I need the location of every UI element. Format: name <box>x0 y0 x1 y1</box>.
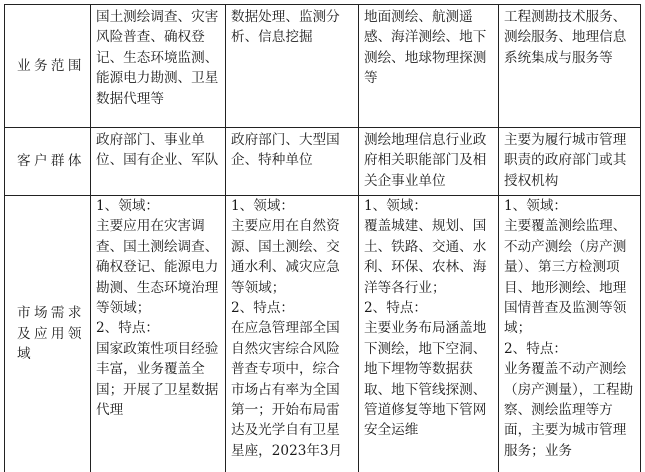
cell-paragraph: 2、特点： <box>504 340 568 357</box>
cell-paragraph: 2、特点： <box>364 300 428 317</box>
table-cell: 数据处理、监测分析、信息挖掘 <box>226 5 359 128</box>
cell-paragraph: 主要应用在自然资源、国土测绘、交通水利、减灾应急等领域； <box>231 218 340 296</box>
table-cell: 政府部门、事业单位、国有企业、军队 <box>91 128 226 196</box>
row-label: 客户群体 <box>5 128 91 196</box>
table-cell <box>499 196 641 472</box>
cell-paragraph: 1、领域： <box>364 198 428 214</box>
table-row-market-demand <box>5 196 641 472</box>
cell-paragraph: 覆盖城建、规划、国土、铁路、交通、水利、环保、农林、海洋等各行业； <box>364 218 487 296</box>
cell-paragraph: 国家政策性项目经验丰富，业务覆盖全国；开展了卫星数据代理 <box>96 340 219 419</box>
table-cell: 政府部门、大型国企、特种单位 <box>226 128 359 196</box>
cell-paragraph: 1、领域： <box>96 198 160 214</box>
cell-paragraph: 主要业务布局涵盖地下测绘，地下空洞、地下埋物等数据获取、地下管线探测、管道修复等地下管网安全运维 <box>364 320 487 439</box>
table-cell <box>91 196 226 472</box>
table-row-business-scope <box>5 5 641 128</box>
table-row-customers <box>5 128 641 196</box>
cell-paragraph: 业务覆盖不动产测绘（房产测量），工程勘察、测绘监理等方面，主要为城市管理服务；业务 <box>504 361 634 459</box>
cell-paragraph: 在应急管理部全国自然灾害综合风险普查专项中，综合市场占有率为全国第一；开始布局雷达及光学自有卫星星座，2023年3月 <box>231 320 343 459</box>
cell-paragraph: 主要应用在灾害调查、国土测绘调查、确权登记、能源电力勘测、生态环境治理等领域； <box>96 218 219 317</box>
table-cell: 主要为履行城市管理职责的政府部门或其授权机构 <box>499 128 641 196</box>
cell-paragraph: 1、领域： <box>504 198 568 214</box>
cell-paragraph: 2、特点： <box>96 320 160 337</box>
table-cell <box>359 196 499 472</box>
row-label: 市场需求及应用领域 <box>5 196 91 472</box>
table-cell: 国土测绘调查、灾害风险普查、确权登记、生态环境监测、能源电力勘测、卫星数据代理等 <box>91 5 226 128</box>
cell-paragraph: 主要覆盖测绘监理、不动产测绘（房产测量）、第三方检测项目、地形测绘、地理国情普查及监测等领域； <box>504 218 627 337</box>
cell-paragraph: 2、特点： <box>231 300 295 317</box>
table-cell <box>226 196 359 472</box>
cell-paragraph: 1、领域： <box>231 198 295 214</box>
table-cell: 工程测勘技术服务、测绘服务、地理信息系统集成与服务等 <box>499 5 641 128</box>
table-cell: 地面测绘、航测遥感、海洋测绘、地下测绘、地球物理探测等 <box>359 5 499 128</box>
table-cell: 测绘地理信息行业政府相关职能部门及相关企事业单位 <box>359 128 499 196</box>
comparison-table <box>4 4 641 472</box>
row-label: 业务范围 <box>5 5 91 128</box>
